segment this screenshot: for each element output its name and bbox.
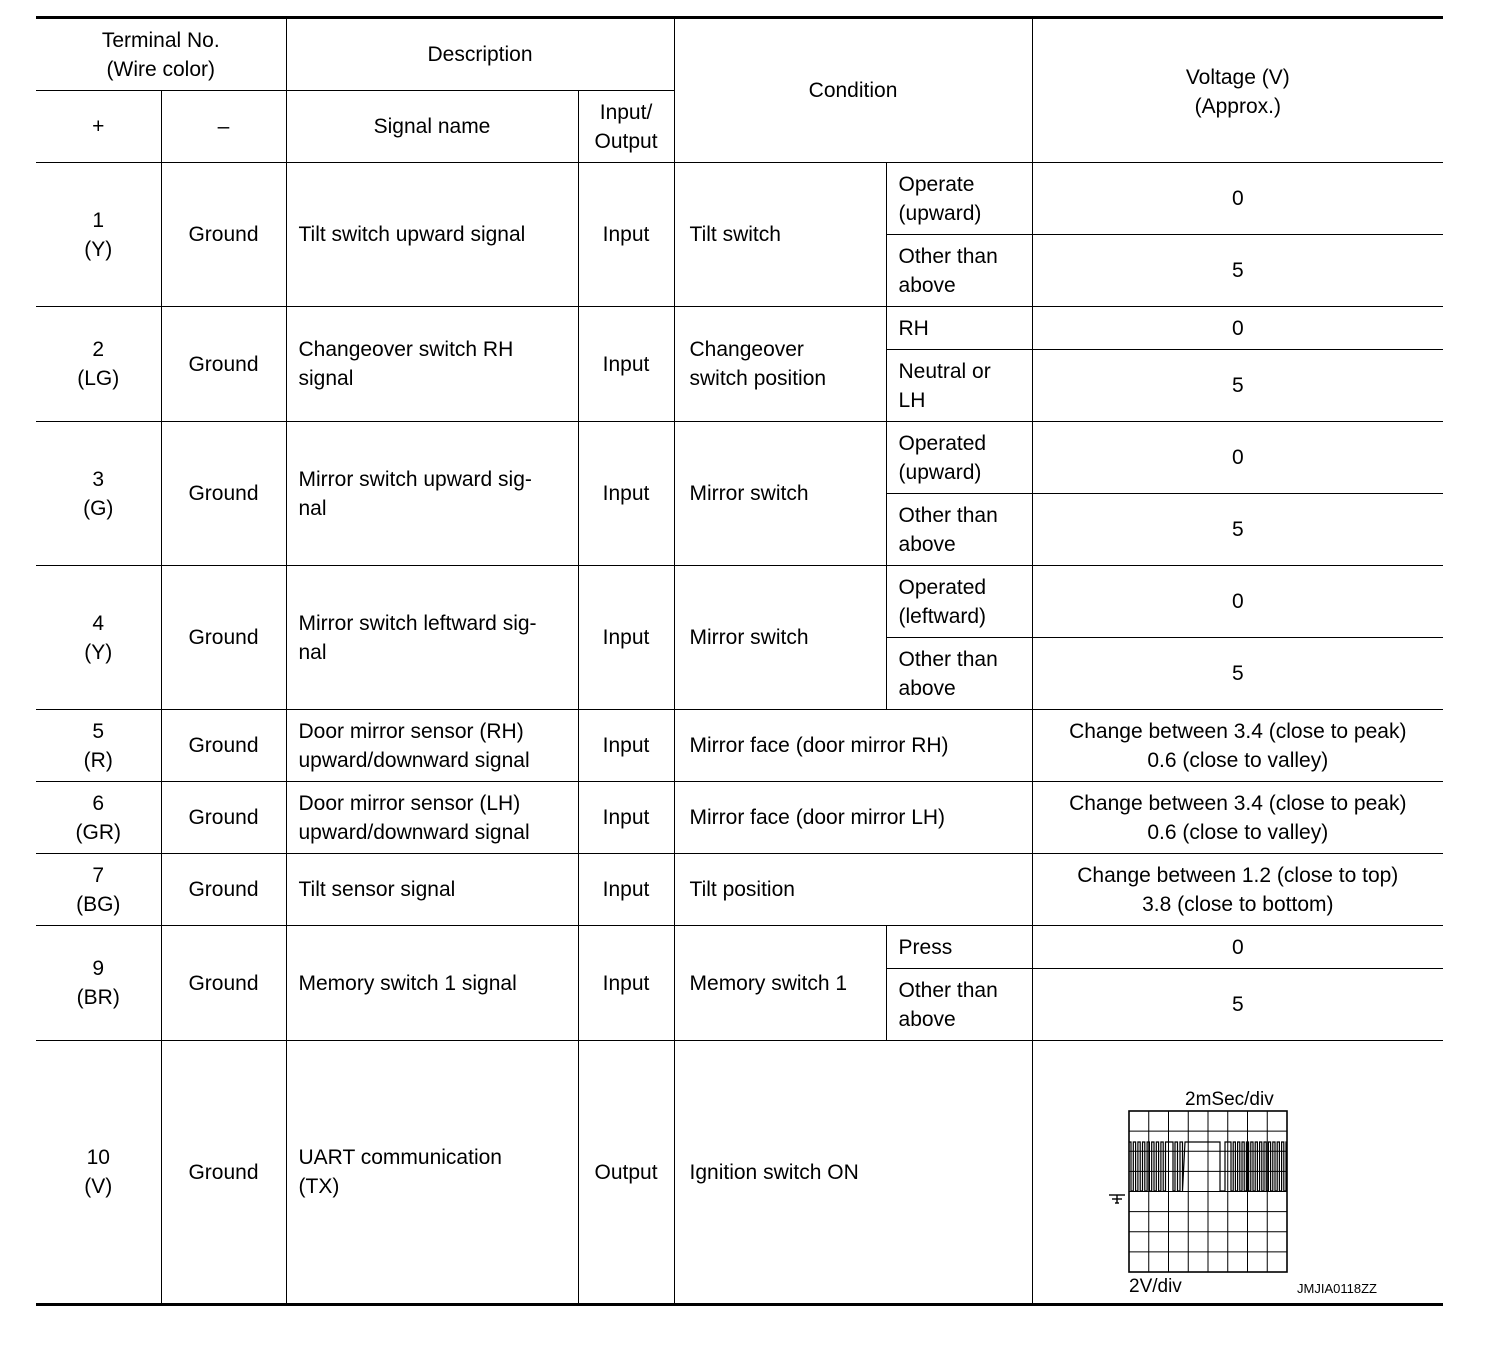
voltage-value: Change between 3.4 (close to peak) 0.6 (close to valley) [1032, 782, 1443, 854]
terminal-number: 6 (GR) [36, 782, 161, 854]
voltage-value: 0 [1032, 307, 1443, 350]
input-output: Input [578, 782, 674, 854]
input-output: Input [578, 307, 674, 422]
header-voltage: Voltage (V) (Approx.) [1032, 18, 1443, 163]
condition: Mirror face (door mirror LH) [674, 782, 1032, 854]
condition: Tilt switch [674, 163, 886, 307]
terminal-spec-table [36, 16, 1443, 1306]
condition-state: Operate (upward) [886, 163, 1032, 235]
header-plus: + [36, 91, 161, 163]
voltage-division-label: 2V/div [1128, 1276, 1182, 1297]
ground-symbol-icon [1109, 1195, 1125, 1203]
condition-state: RH [886, 307, 1032, 350]
condition-state: Other than above [886, 969, 1032, 1041]
header-signal-name: Signal name [286, 91, 578, 163]
time-division-label: 2mSec/div [1184, 1089, 1274, 1110]
condition-state: Operated (leftward) [886, 566, 1032, 638]
voltage-value: 0 [1032, 422, 1443, 494]
condition-state: Neutral or LH [886, 350, 1032, 422]
voltage-value: 5 [1032, 638, 1443, 710]
terminal-number: 2 (LG) [36, 307, 161, 422]
input-output: Input [578, 926, 674, 1041]
condition: Tilt position [674, 854, 1032, 926]
terminal-number: 5 (R) [36, 710, 161, 782]
voltage-value: 5 [1032, 969, 1443, 1041]
terminal-number: 10 (V) [36, 1041, 161, 1305]
ground-terminal: Ground [161, 422, 286, 566]
header-description: Description [286, 18, 674, 91]
condition: Ignition switch ON [674, 1041, 1032, 1305]
figure-reference: JMJIA0118ZZ [1296, 1281, 1377, 1296]
condition-state: Other than above [886, 494, 1032, 566]
input-output: Input [578, 566, 674, 710]
signal-name: UART communication (TX) [286, 1041, 578, 1305]
signal-name: Tilt switch upward signal [286, 163, 578, 307]
oscilloscope-cell [1032, 1041, 1443, 1305]
header-minus: – [161, 91, 286, 163]
ground-terminal: Ground [161, 163, 286, 307]
signal-name: Door mirror sensor (RH) upward/downward signal [286, 710, 578, 782]
input-output: Input [578, 854, 674, 926]
voltage-value: Change between 3.4 (close to peak) 0.6 (close to valley) [1032, 710, 1443, 782]
condition-state: Other than above [886, 638, 1032, 710]
voltage-value: 0 [1032, 926, 1443, 969]
condition: Mirror switch [674, 422, 886, 566]
voltage-value: 5 [1032, 494, 1443, 566]
voltage-value: Change between 1.2 (close to top) 3.8 (close to bottom) [1032, 854, 1443, 926]
condition-state: Other than above [886, 235, 1032, 307]
condition-state: Operated (upward) [886, 422, 1032, 494]
condition: Mirror switch [674, 566, 886, 710]
ground-terminal: Ground [161, 710, 286, 782]
ground-terminal: Ground [161, 926, 286, 1041]
condition: Changeover switch position [674, 307, 886, 422]
condition: Memory switch 1 [674, 926, 886, 1041]
terminal-number: 7 (BG) [36, 854, 161, 926]
signal-name: Door mirror sensor (LH) upward/downward signal [286, 782, 578, 854]
signal-name: Memory switch 1 signal [286, 926, 578, 1041]
signal-name: Tilt sensor signal [286, 854, 578, 926]
ground-terminal: Ground [161, 782, 286, 854]
condition-state: Press [886, 926, 1032, 969]
header-condition: Condition [674, 18, 1032, 163]
terminal-number: 3 (G) [36, 422, 161, 566]
voltage-value: 0 [1032, 566, 1443, 638]
header-terminal-no: Terminal No. (Wire color) [36, 18, 286, 91]
voltage-value: 5 [1032, 235, 1443, 307]
oscilloscope-waveform [1033, 1041, 1444, 1303]
input-output: Input [578, 163, 674, 307]
condition: Mirror face (door mirror RH) [674, 710, 1032, 782]
signal-name: Mirror switch upward sig- nal [286, 422, 578, 566]
voltage-value: 5 [1032, 350, 1443, 422]
terminal-number: 9 (BR) [36, 926, 161, 1041]
ground-terminal: Ground [161, 307, 286, 422]
ground-terminal: Ground [161, 566, 286, 710]
signal-name: Changeover switch RH signal [286, 307, 578, 422]
header-input-output: Input/ Output [578, 91, 674, 163]
terminal-number: 1 (Y) [36, 163, 161, 307]
terminal-number: 4 (Y) [36, 566, 161, 710]
input-output: Input [578, 422, 674, 566]
input-output: Output [578, 1041, 674, 1305]
input-output: Input [578, 710, 674, 782]
voltage-value: 0 [1032, 163, 1443, 235]
signal-name: Mirror switch leftward sig- nal [286, 566, 578, 710]
ground-terminal: Ground [161, 1041, 286, 1305]
ground-terminal: Ground [161, 854, 286, 926]
